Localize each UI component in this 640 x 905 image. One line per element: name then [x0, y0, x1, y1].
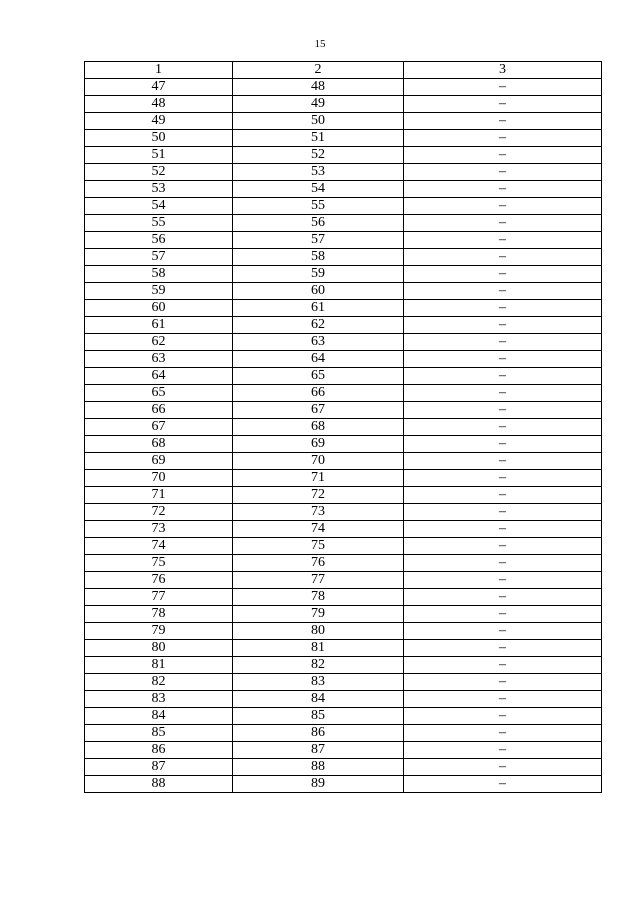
table-row — [85, 504, 602, 521]
table-cell-col-2: 63 — [233, 334, 404, 351]
table-cell-col-3: – — [404, 385, 602, 402]
table-cell-col-2: 51 — [233, 130, 404, 147]
table-cell-col-1: 60 — [85, 300, 233, 317]
table-row — [85, 776, 602, 793]
table-row — [85, 657, 602, 674]
table-row — [85, 113, 602, 130]
table-row — [85, 232, 602, 249]
table-row — [85, 402, 602, 419]
column-header-1: 1 — [85, 62, 233, 79]
table-cell-col-3: – — [404, 96, 602, 113]
table-cell-col-1: 82 — [85, 674, 233, 691]
table-cell-col-2: 68 — [233, 419, 404, 436]
table-row — [85, 368, 602, 385]
table-cell-col-2: 77 — [233, 572, 404, 589]
table-row — [85, 470, 602, 487]
table-cell-col-1: 50 — [85, 130, 233, 147]
table-cell-col-3: – — [404, 79, 602, 96]
table-row — [85, 623, 602, 640]
table-cell-col-1: 76 — [85, 572, 233, 589]
table-cell-col-1: 66 — [85, 402, 233, 419]
table-row — [85, 606, 602, 623]
table-row — [85, 572, 602, 589]
table-cell-col-2: 70 — [233, 453, 404, 470]
table-cell-col-1: 73 — [85, 521, 233, 538]
table-cell-col-2: 80 — [233, 623, 404, 640]
table-cell-col-3: – — [404, 623, 602, 640]
table-cell-col-3: – — [404, 759, 602, 776]
table-row — [85, 674, 602, 691]
table-row — [85, 249, 602, 266]
table-cell-col-2: 62 — [233, 317, 404, 334]
table-cell-col-3: – — [404, 674, 602, 691]
table-cell-col-1: 54 — [85, 198, 233, 215]
table-cell-col-1: 51 — [85, 147, 233, 164]
table-cell-col-1: 81 — [85, 657, 233, 674]
table-row — [85, 198, 602, 215]
table-cell-col-1: 85 — [85, 725, 233, 742]
table-cell-col-3: – — [404, 504, 602, 521]
table-cell-col-2: 88 — [233, 759, 404, 776]
table-cell-col-3: – — [404, 589, 602, 606]
table-cell-col-3: – — [404, 742, 602, 759]
table-cell-col-1: 55 — [85, 215, 233, 232]
table-cell-col-1: 72 — [85, 504, 233, 521]
table-cell-col-3: – — [404, 232, 602, 249]
table-cell-col-1: 77 — [85, 589, 233, 606]
table-row — [85, 436, 602, 453]
table-row — [85, 521, 602, 538]
table-header-row — [85, 62, 602, 79]
table-cell-col-3: – — [404, 130, 602, 147]
table-cell-col-3: – — [404, 487, 602, 504]
table-row — [85, 640, 602, 657]
table-cell-col-2: 65 — [233, 368, 404, 385]
table-row — [85, 691, 602, 708]
table-cell-col-3: – — [404, 164, 602, 181]
table-row — [85, 266, 602, 283]
table-cell-col-2: 71 — [233, 470, 404, 487]
table-cell-col-3: – — [404, 521, 602, 538]
table-cell-col-2: 61 — [233, 300, 404, 317]
table-cell-col-1: 67 — [85, 419, 233, 436]
table-row — [85, 300, 602, 317]
table-cell-col-3: – — [404, 181, 602, 198]
table-cell-col-2: 82 — [233, 657, 404, 674]
table-cell-col-1: 71 — [85, 487, 233, 504]
table-row — [85, 130, 602, 147]
table-cell-col-1: 74 — [85, 538, 233, 555]
table-cell-col-2: 69 — [233, 436, 404, 453]
table-row — [85, 351, 602, 368]
table-cell-col-1: 63 — [85, 351, 233, 368]
table-cell-col-2: 56 — [233, 215, 404, 232]
table-cell-col-1: 61 — [85, 317, 233, 334]
table-cell-col-1: 53 — [85, 181, 233, 198]
data-table — [84, 61, 602, 793]
table-cell-col-1: 64 — [85, 368, 233, 385]
table-cell-col-2: 48 — [233, 79, 404, 96]
table-row — [85, 555, 602, 572]
table-cell-col-3: – — [404, 402, 602, 419]
table-cell-col-3: – — [404, 317, 602, 334]
table-cell-col-2: 89 — [233, 776, 404, 793]
table-cell-col-3: – — [404, 776, 602, 793]
table-cell-col-2: 49 — [233, 96, 404, 113]
table-cell-col-3: – — [404, 351, 602, 368]
table-cell-col-2: 53 — [233, 164, 404, 181]
column-header-2: 2 — [233, 62, 404, 79]
table-cell-col-3: – — [404, 419, 602, 436]
table-cell-col-2: 83 — [233, 674, 404, 691]
table-cell-col-1: 70 — [85, 470, 233, 487]
table-row — [85, 283, 602, 300]
table-row — [85, 181, 602, 198]
table-cell-col-3: – — [404, 334, 602, 351]
table-cell-col-2: 78 — [233, 589, 404, 606]
table-cell-col-3: – — [404, 606, 602, 623]
table-cell-col-1: 80 — [85, 640, 233, 657]
table-cell-col-1: 59 — [85, 283, 233, 300]
table-cell-col-1: 75 — [85, 555, 233, 572]
table-cell-col-2: 58 — [233, 249, 404, 266]
table-cell-col-2: 54 — [233, 181, 404, 198]
table-cell-col-2: 87 — [233, 742, 404, 759]
table-row — [85, 79, 602, 96]
table-cell-col-2: 52 — [233, 147, 404, 164]
table-cell-col-2: 73 — [233, 504, 404, 521]
table-cell-col-1: 58 — [85, 266, 233, 283]
table-cell-col-1: 86 — [85, 742, 233, 759]
table-cell-col-3: – — [404, 470, 602, 487]
table-cell-col-3: – — [404, 572, 602, 589]
table-row — [85, 742, 602, 759]
table-row — [85, 725, 602, 742]
table-row — [85, 708, 602, 725]
table-cell-col-1: 83 — [85, 691, 233, 708]
table-cell-col-3: – — [404, 436, 602, 453]
table-cell-col-3: – — [404, 691, 602, 708]
table-cell-col-1: 49 — [85, 113, 233, 130]
table-cell-col-3: – — [404, 368, 602, 385]
page-number: 15 — [314, 38, 326, 50]
table-cell-col-2: 67 — [233, 402, 404, 419]
table-cell-col-2: 50 — [233, 113, 404, 130]
table-cell-col-1: 69 — [85, 453, 233, 470]
column-header-3: 3 — [404, 62, 602, 79]
table-cell-col-2: 75 — [233, 538, 404, 555]
table-cell-col-1: 56 — [85, 232, 233, 249]
table-cell-col-1: 68 — [85, 436, 233, 453]
table-row — [85, 164, 602, 181]
table-cell-col-2: 64 — [233, 351, 404, 368]
table-row — [85, 334, 602, 351]
table-row — [85, 538, 602, 555]
table-cell-col-3: – — [404, 725, 602, 742]
table-cell-col-1: 78 — [85, 606, 233, 623]
table-cell-col-3: – — [404, 283, 602, 300]
table-cell-col-2: 81 — [233, 640, 404, 657]
table-cell-col-3: – — [404, 657, 602, 674]
table-cell-col-2: 59 — [233, 266, 404, 283]
table-cell-col-2: 74 — [233, 521, 404, 538]
table-cell-col-2: 85 — [233, 708, 404, 725]
table-cell-col-1: 88 — [85, 776, 233, 793]
table-row — [85, 487, 602, 504]
table-cell-col-3: – — [404, 300, 602, 317]
table-cell-col-3: – — [404, 555, 602, 572]
table-cell-col-2: 55 — [233, 198, 404, 215]
table-cell-col-1: 84 — [85, 708, 233, 725]
table-row — [85, 317, 602, 334]
table-cell-col-2: 86 — [233, 725, 404, 742]
table-body — [85, 79, 602, 793]
table-cell-col-2: 60 — [233, 283, 404, 300]
table-cell-col-1: 62 — [85, 334, 233, 351]
table-cell-col-1: 57 — [85, 249, 233, 266]
table-cell-col-1: 52 — [85, 164, 233, 181]
table-cell-col-1: 65 — [85, 385, 233, 402]
table-cell-col-3: – — [404, 147, 602, 164]
table-row — [85, 453, 602, 470]
table-cell-col-3: – — [404, 215, 602, 232]
table-cell-col-3: – — [404, 113, 602, 130]
table-cell-col-2: 84 — [233, 691, 404, 708]
table-row — [85, 385, 602, 402]
table-cell-col-3: – — [404, 266, 602, 283]
table-cell-col-2: 76 — [233, 555, 404, 572]
table-row — [85, 589, 602, 606]
table-row — [85, 419, 602, 436]
table-cell-col-1: 87 — [85, 759, 233, 776]
table-cell-col-2: 72 — [233, 487, 404, 504]
table-cell-col-2: 57 — [233, 232, 404, 249]
table-row — [85, 147, 602, 164]
table-cell-col-1: 47 — [85, 79, 233, 96]
table-cell-col-3: – — [404, 538, 602, 555]
table-cell-col-2: 66 — [233, 385, 404, 402]
table-cell-col-3: – — [404, 249, 602, 266]
table-cell-col-3: – — [404, 708, 602, 725]
table-cell-col-1: 48 — [85, 96, 233, 113]
table-cell-col-3: – — [404, 198, 602, 215]
table-cell-col-2: 79 — [233, 606, 404, 623]
table-cell-col-3: – — [404, 453, 602, 470]
table-row — [85, 215, 602, 232]
table-cell-col-1: 79 — [85, 623, 233, 640]
table-row — [85, 96, 602, 113]
table-cell-col-3: – — [404, 640, 602, 657]
table-row — [85, 759, 602, 776]
